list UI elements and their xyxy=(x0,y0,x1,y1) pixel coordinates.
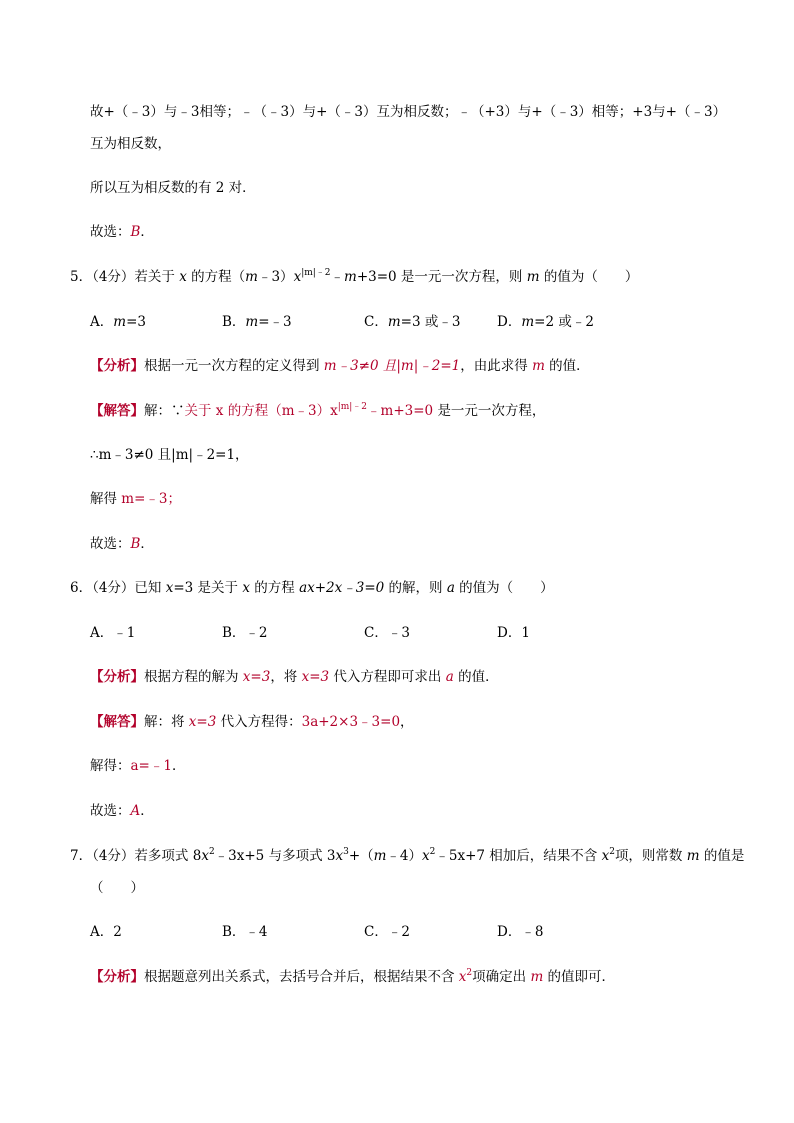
option-letter: B． xyxy=(222,314,246,330)
var: x xyxy=(601,848,610,864)
option-d[interactable] xyxy=(497,623,530,643)
answer-letter: B xyxy=(130,536,141,552)
text: 根据一元一次方程的定义得到 xyxy=(144,358,324,374)
exponent: 2 xyxy=(429,846,436,857)
text: 代入方程得： xyxy=(216,714,302,730)
var: m xyxy=(686,848,700,864)
analysis-tag: 【分析】 xyxy=(90,669,144,685)
text: ﹣5x+7 相加后，结果不含 xyxy=(435,848,602,864)
var: m xyxy=(245,269,258,285)
prev-solution-choice xyxy=(90,222,154,242)
var: m xyxy=(245,314,259,330)
exponent: 3 xyxy=(343,846,349,857)
var: m xyxy=(344,269,357,285)
var: x xyxy=(201,848,209,864)
var: a xyxy=(446,580,455,596)
text: 的值． xyxy=(453,669,499,685)
var: x xyxy=(165,580,174,596)
option-letter: C． xyxy=(364,924,388,940)
text: 故选： xyxy=(90,536,131,552)
option-letter: C． xyxy=(364,314,388,330)
var: x xyxy=(242,580,250,596)
option-d[interactable] xyxy=(497,312,594,332)
option-text: ﹣8 xyxy=(521,924,544,940)
exponent: |m|﹣2 xyxy=(301,267,331,278)
option-letter: C． xyxy=(364,625,388,641)
var: x xyxy=(335,848,344,864)
option-c[interactable] xyxy=(364,623,410,643)
highlight: x xyxy=(458,969,467,985)
var: m xyxy=(521,314,535,330)
option-c[interactable] xyxy=(364,312,460,332)
option-a[interactable] xyxy=(90,312,146,332)
text: 项确定出 xyxy=(472,969,531,985)
highlight: a xyxy=(445,669,454,685)
text: +（ xyxy=(348,848,374,864)
option-letter: D． xyxy=(497,924,522,940)
text: 故选： xyxy=(90,224,131,240)
question-7-stem xyxy=(70,846,744,866)
question-5-step-2 xyxy=(90,489,181,509)
text: 所以互为相反数的有 xyxy=(90,180,216,196)
text: 对． xyxy=(224,180,256,196)
question-5-analysis xyxy=(90,356,590,376)
option-d[interactable] xyxy=(497,922,543,942)
text: =3 是关于 xyxy=(173,580,243,596)
var: m xyxy=(526,269,540,285)
highlight: m﹣3≠0 且|m|﹣2=1 xyxy=(323,358,461,374)
option-a[interactable] xyxy=(90,922,122,942)
answer-letter: B xyxy=(130,224,141,240)
text: 解得： xyxy=(90,758,131,774)
highlight: x=3 xyxy=(242,669,271,685)
option-text: 1 xyxy=(521,625,530,641)
option-text: =3 或﹣3 xyxy=(400,314,461,330)
question-6-analysis xyxy=(90,667,499,687)
question-7-stem-line-2 xyxy=(90,878,144,898)
option-text: ﹣2 xyxy=(245,625,268,641)
prev-solution-line-1 xyxy=(90,102,726,122)
highlight: m xyxy=(530,969,544,985)
text: 2 xyxy=(215,180,225,196)
text: （ ） xyxy=(90,880,144,896)
text: 项，则常数 xyxy=(614,848,687,864)
highlight: 关于 x 的方程（m﹣3）x xyxy=(184,403,338,419)
var: x xyxy=(293,269,302,285)
equation: ax+2x﹣3=0 xyxy=(299,580,385,596)
text: 6．（4分）已知 xyxy=(70,580,166,596)
var: m xyxy=(373,848,387,864)
text: 故选： xyxy=(90,803,131,819)
var: m xyxy=(387,314,401,330)
highlight: a=﹣1 xyxy=(130,758,172,774)
answer-letter: A xyxy=(130,803,141,819)
text: +3=0 是一元一次方程，则 xyxy=(356,269,527,285)
highlight: x=3 xyxy=(188,714,217,730)
text: 5．（4分）若关于 xyxy=(70,269,180,285)
text: 的值是 xyxy=(699,848,745,864)
option-text: ﹣2 xyxy=(387,924,410,940)
highlight: 3a+2×3﹣3=0 xyxy=(301,714,401,730)
text: ． xyxy=(140,803,154,819)
text: ∴m﹣3≠0 且|m|﹣2=1， xyxy=(90,447,249,463)
highlight: m xyxy=(532,358,545,374)
text: 的解，则 xyxy=(384,580,447,596)
text: ． xyxy=(140,536,154,552)
exponent: 2 xyxy=(609,846,615,857)
option-b[interactable] xyxy=(222,623,268,643)
question-5-answer xyxy=(90,401,545,421)
analysis-tag: 【分析】 xyxy=(90,358,144,374)
option-letter: D． xyxy=(497,625,522,641)
option-letter: D． xyxy=(497,314,522,330)
option-c[interactable] xyxy=(364,922,410,942)
question-6-stem xyxy=(70,578,554,598)
var: x xyxy=(422,848,430,864)
question-5-step-1 xyxy=(90,445,249,465)
text: 的值即可． xyxy=(543,969,616,985)
question-7-analysis xyxy=(90,967,615,987)
analysis-tag: 【分析】 xyxy=(90,969,144,985)
exponent: |m|﹣2 xyxy=(337,401,368,412)
option-text: =2 或﹣2 xyxy=(534,314,594,330)
option-text: =3 xyxy=(126,314,146,330)
question-6-step-1 xyxy=(90,756,185,776)
text: 根据题意列出关系式，去括号合并后，根据结果不含 xyxy=(144,969,459,985)
question-5-stem xyxy=(70,267,638,287)
answer-tag: 【解答】 xyxy=(90,714,144,730)
option-text: 2 xyxy=(113,924,122,940)
text: 根据方程的解为 xyxy=(144,669,243,685)
option-text: =﹣3 xyxy=(258,314,292,330)
text: ﹣ xyxy=(330,269,345,285)
text: 7．（4分）若多项式 8 xyxy=(70,848,202,864)
text: 的值为（ ） xyxy=(454,580,554,596)
text: 互为相反数， xyxy=(90,136,171,152)
text: 解：将 xyxy=(144,714,189,730)
text: ﹣3） xyxy=(257,269,294,285)
option-text: ﹣1 xyxy=(113,625,136,641)
var: x xyxy=(179,269,187,285)
question-6-choice xyxy=(90,801,154,821)
option-letter: A． xyxy=(90,625,114,641)
option-letter: B． xyxy=(222,924,246,940)
option-letter: A． xyxy=(90,314,114,330)
text: 故+（﹣3）与﹣3相等；﹣（﹣3）与+（﹣3）互为相反数；﹣（+3）与+（﹣3）相等；+3与+（﹣3） xyxy=(90,104,727,120)
highlight: ﹣m+3=0 xyxy=(367,403,438,419)
text: 是一元一次方程， xyxy=(437,403,546,419)
question-5-choice xyxy=(90,534,154,554)
text: ， xyxy=(400,714,414,730)
exponent: 2 xyxy=(208,846,215,857)
answer-tag: 【解答】 xyxy=(90,403,144,419)
text: 解：∵ xyxy=(144,403,185,419)
text: 代入方程即可求出 xyxy=(329,669,446,685)
highlight: m=﹣3； xyxy=(121,491,181,507)
question-6-answer xyxy=(90,712,414,732)
highlight: x=3 xyxy=(301,669,330,685)
option-letter: B． xyxy=(222,625,246,641)
var: m xyxy=(113,314,127,330)
text: 的值为（ ） xyxy=(539,269,639,285)
prev-solution-conclusion xyxy=(90,178,256,198)
option-a[interactable] xyxy=(90,623,135,643)
option-text: ﹣3 xyxy=(387,625,410,641)
text: ． xyxy=(171,758,186,774)
prev-solution-line-2 xyxy=(90,134,171,154)
option-letter: A． xyxy=(90,924,114,940)
text: 的值． xyxy=(544,358,590,374)
text: ﹣4） xyxy=(386,848,423,864)
text: ，由此求得 xyxy=(460,358,533,374)
text: 的方程 xyxy=(249,580,300,596)
exponent: 2 xyxy=(466,967,473,978)
text: ，将 xyxy=(270,669,302,685)
text: 解得 xyxy=(90,491,122,507)
text: ． xyxy=(140,224,154,240)
option-b[interactable] xyxy=(222,922,268,942)
option-text: ﹣4 xyxy=(245,924,268,940)
text: 的方程（ xyxy=(186,269,246,285)
option-b[interactable] xyxy=(222,312,292,332)
text: ﹣3x+5 与多项式 3 xyxy=(214,848,336,864)
